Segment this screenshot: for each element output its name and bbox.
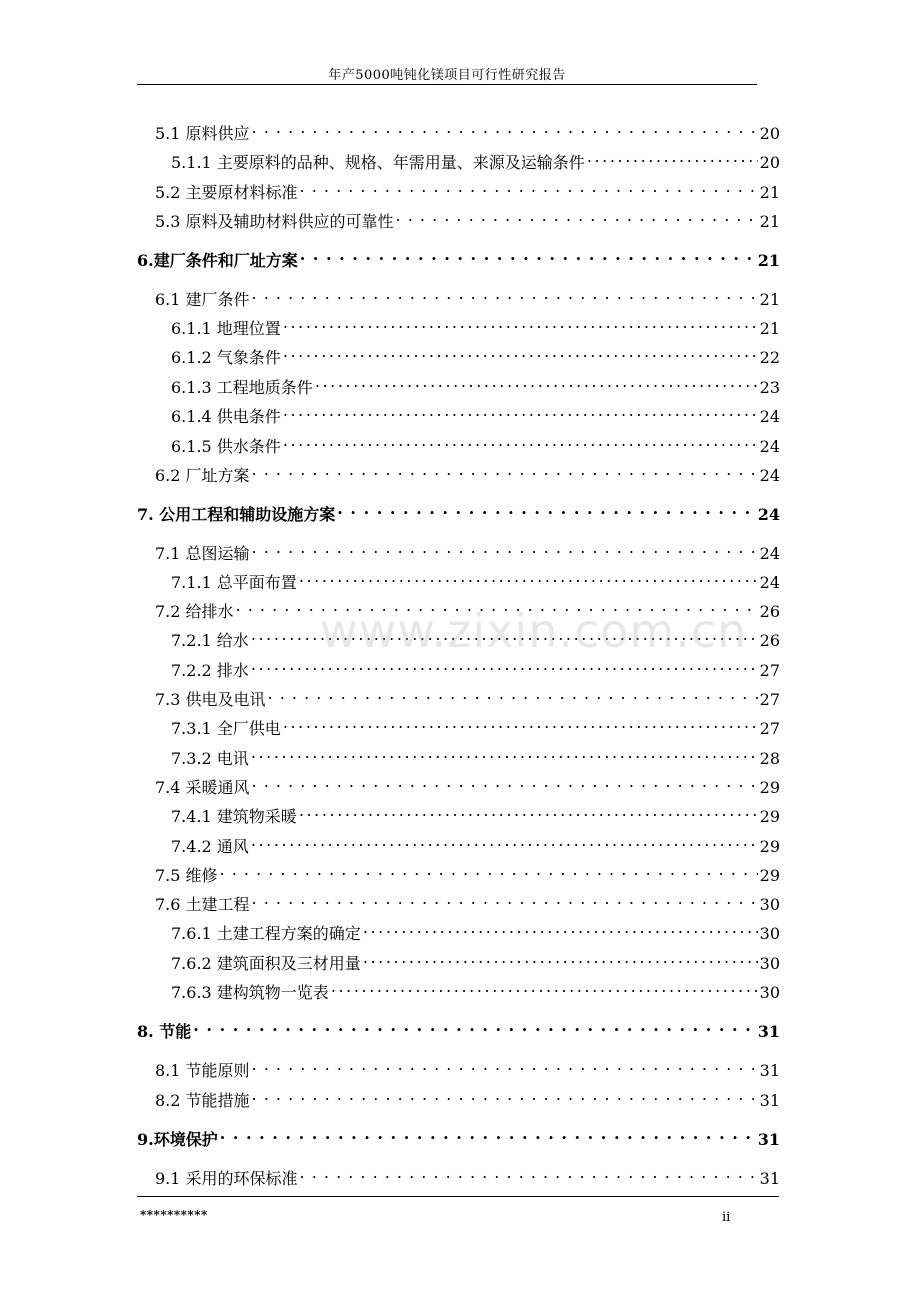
toc-dot-leader [220, 859, 758, 881]
toc-dot-leader [337, 498, 755, 520]
toc-dot-leader [252, 537, 758, 559]
toc-entry-page: 26 [759, 602, 780, 621]
toc-entry[interactable] [171, 430, 780, 456]
toc-entry-page: 29 [759, 778, 780, 797]
toc-entry[interactable] [155, 1084, 780, 1110]
toc-entry-title: 8.2 节能措施 [155, 1091, 250, 1110]
toc-entry-page: 30 [759, 954, 780, 973]
toc-entry-title: 7.1.1 总平面布置 [171, 573, 297, 592]
toc-entry[interactable] [155, 859, 780, 885]
toc-entry-page: 31 [759, 1061, 780, 1080]
toc-entry-page: 20 [759, 153, 780, 172]
toc-entry-title: 7.6.3 建构筑物一览表 [171, 983, 329, 1002]
toc-entry[interactable] [155, 176, 780, 202]
toc-entry[interactable] [171, 341, 780, 367]
toc-entry-title: 7.3.1 全厂供电 [171, 719, 281, 738]
toc-entry-page: 31 [757, 1130, 780, 1149]
toc-entry-title: 7.4 采暖通风 [155, 778, 250, 797]
toc-entry-page: 20 [759, 124, 780, 143]
toc-entry[interactable] [171, 312, 780, 338]
toc-entry-page: 26 [759, 631, 780, 650]
toc-entry[interactable] [171, 830, 780, 856]
toc-entry[interactable] [155, 205, 780, 231]
toc-entry[interactable] [171, 947, 780, 973]
toc-entry-title: 7.4.1 建筑物采暖 [171, 807, 297, 826]
toc-entry[interactable] [171, 976, 780, 1002]
toc-dot-leader [396, 205, 758, 227]
toc-dot-leader [300, 244, 756, 266]
toc-entry-title: 6.建厂条件和厂址方案 [137, 251, 298, 270]
toc-dot-leader [587, 146, 758, 168]
toc-dot-leader [283, 712, 758, 734]
toc-entry-page: 21 [759, 183, 780, 202]
toc-entry-title: 6.2 厂址方案 [155, 466, 250, 485]
toc-entry-page: 22 [759, 348, 780, 367]
toc-entry-page: 31 [759, 1169, 780, 1188]
toc-entry-page: 21 [757, 251, 780, 270]
toc-entry-title: 5.1 原料供应 [155, 124, 250, 143]
toc-entry[interactable] [171, 146, 780, 172]
toc-dot-leader [363, 917, 758, 939]
toc-entry[interactable] [137, 1123, 780, 1149]
toc-entry-page: 24 [759, 573, 780, 592]
toc-entry-page: 24 [759, 466, 780, 485]
watermark: www.zixin.com.cn [320, 604, 748, 658]
toc-entry[interactable] [155, 683, 780, 709]
toc-entry[interactable] [171, 712, 780, 738]
toc-dot-leader [252, 1054, 758, 1076]
toc-entry-title: 7. 公用工程和辅助设施方案 [137, 505, 336, 524]
toc-dot-leader [283, 312, 758, 334]
toc-dot-leader [363, 947, 758, 969]
toc-dot-leader [283, 430, 758, 452]
toc-entry-title: 7.2.2 排水 [171, 661, 249, 680]
toc-entry-page: 29 [759, 807, 780, 826]
toc-entry-title: 6.1 建厂条件 [155, 290, 250, 309]
toc-entry-title: 9.环境保护 [137, 1130, 218, 1149]
toc-entry-page: 30 [759, 895, 780, 914]
toc-entry[interactable] [155, 283, 780, 309]
toc-dot-leader [300, 1162, 758, 1184]
toc-entry[interactable] [171, 917, 780, 943]
toc-entry-title: 7.1 总图运输 [155, 544, 250, 563]
toc-dot-leader [220, 1123, 756, 1145]
toc-entry-title: 5.2 主要原材料标准 [155, 183, 298, 202]
toc-dot-leader [251, 742, 758, 764]
toc-entry-title: 6.1.1 地理位置 [171, 319, 281, 338]
toc-entry-title: 7.2.1 给水 [171, 631, 249, 650]
toc-entry-title: 7.3.2 电讯 [171, 749, 249, 768]
toc-entry-title: 6.1.2 气象条件 [171, 348, 281, 367]
toc-entry[interactable] [171, 400, 780, 426]
footer-rule [137, 1196, 779, 1197]
toc-entry-title: 7.3 供电及电讯 [155, 690, 266, 709]
toc-dot-leader [300, 176, 758, 198]
toc-entry-page: 27 [759, 690, 780, 709]
toc-entry[interactable] [137, 1015, 780, 1041]
toc-entry[interactable] [171, 566, 780, 592]
toc-dot-leader [193, 1015, 755, 1037]
toc-entry-title: 6.1.4 供电条件 [171, 407, 281, 426]
toc-entry-page: 31 [757, 1022, 780, 1041]
toc-entry-title: 6.1.3 工程地质条件 [171, 378, 313, 397]
toc-dot-leader [251, 830, 758, 852]
toc-dot-leader [252, 888, 758, 910]
toc-entry-page: 21 [759, 290, 780, 309]
toc-entry-page: 29 [759, 837, 780, 856]
toc-entry[interactable] [137, 498, 780, 524]
toc-dot-leader [252, 117, 758, 139]
toc-entry-page: 23 [759, 378, 780, 397]
toc-entry-page: 27 [759, 661, 780, 680]
toc-entry-title: 7.6.2 建筑面积及三材用量 [171, 954, 361, 973]
toc-entry[interactable] [155, 1162, 780, 1188]
toc-entry-page: 31 [759, 1091, 780, 1110]
toc-entry-title: 5.3 原料及辅助材料供应的可靠性 [155, 212, 394, 231]
toc-entry-page: 29 [759, 866, 780, 885]
toc-dot-leader [252, 459, 758, 481]
toc-dot-leader [299, 800, 758, 822]
toc-entry[interactable] [155, 1054, 780, 1080]
toc-entry-title: 8.1 节能原则 [155, 1061, 250, 1080]
toc-entry[interactable] [137, 244, 780, 270]
toc-entry[interactable] [155, 771, 780, 797]
toc-entry-title: 8. 节能 [137, 1022, 192, 1041]
running-header-title: 年产5000吨钝化镁项目可行性研究报告 [328, 68, 566, 83]
toc-entry-page: 30 [759, 924, 780, 943]
toc-dot-leader [252, 283, 758, 305]
toc-entry[interactable] [171, 800, 780, 826]
toc-entry-title: 5.1.1 主要原料的品种、规格、年需用量、来源及运输条件 [171, 153, 585, 172]
toc-dot-leader [252, 1084, 758, 1106]
toc-dot-leader [283, 341, 758, 363]
footer-mask-text: ********** [140, 1208, 208, 1222]
toc-entry-title: 7.5 维修 [155, 866, 218, 885]
toc-entry[interactable] [155, 537, 780, 563]
toc-entry-title: 7.6 土建工程 [155, 895, 250, 914]
toc-entry-page: 28 [759, 749, 780, 768]
toc-entry[interactable] [171, 371, 780, 397]
toc-entry-page: 27 [759, 719, 780, 738]
toc-entry-page: 30 [759, 983, 780, 1002]
toc-entry[interactable] [155, 117, 780, 143]
toc-entry-page: 24 [759, 437, 780, 456]
toc-entry[interactable] [171, 742, 780, 768]
toc-entry-title: 9.1 采用的环保标准 [155, 1169, 298, 1188]
toc-entry[interactable] [155, 459, 780, 485]
toc-entry-title: 6.1.5 供水条件 [171, 437, 281, 456]
toc-entry-page: 24 [759, 407, 780, 426]
toc-entry-page: 24 [757, 505, 780, 524]
toc-entry-page: 21 [759, 319, 780, 338]
toc-dot-leader [331, 976, 758, 998]
toc-entry-title: 7.2 给排水 [155, 602, 234, 621]
toc-entry-page: 24 [759, 544, 780, 563]
toc-dot-leader [315, 371, 758, 393]
toc-dot-leader [299, 566, 758, 588]
page-number: ii [722, 1210, 731, 1225]
toc-entry-title: 7.6.1 土建工程方案的确定 [171, 924, 361, 943]
toc-entry[interactable] [155, 888, 780, 914]
toc-dot-leader [268, 683, 758, 705]
toc-dot-leader [252, 771, 758, 793]
toc-dot-leader [283, 400, 758, 422]
toc-entry-title: 7.4.2 通风 [171, 837, 249, 856]
toc-entry-page: 21 [759, 212, 780, 231]
